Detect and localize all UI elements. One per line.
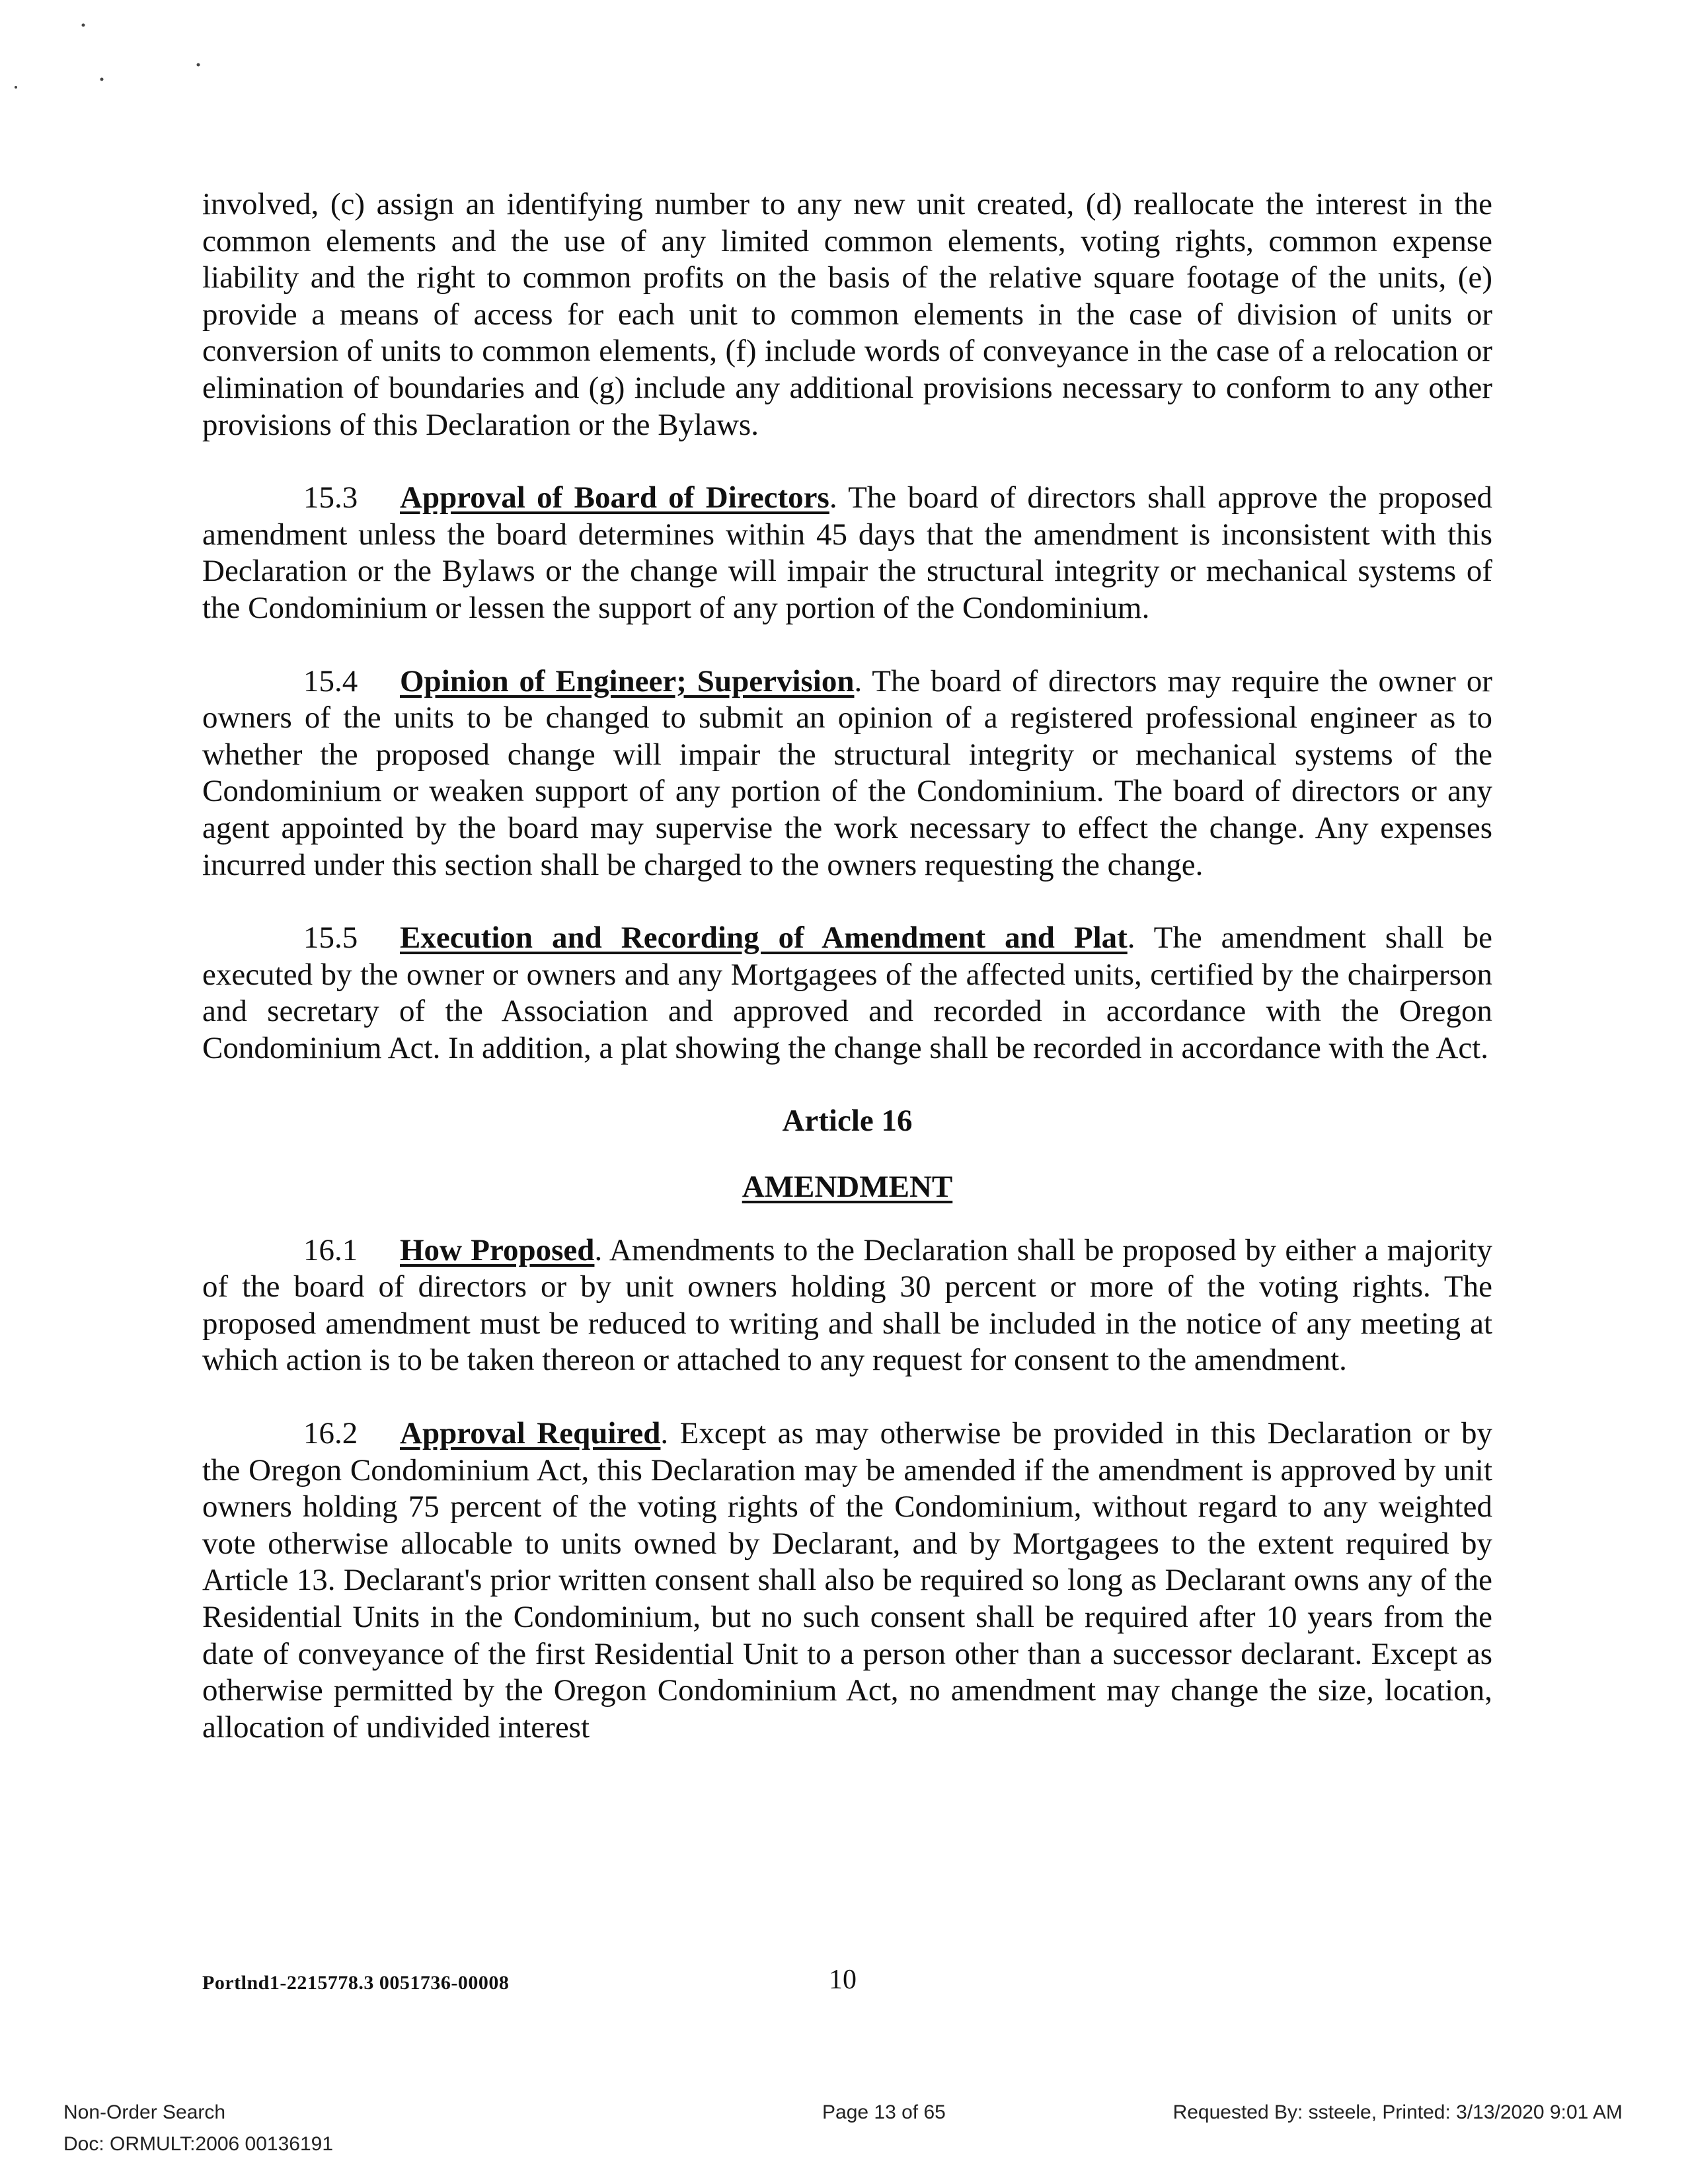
- section-text: . Except as may otherwise be provided in this Declaration or by the Oregon Condominium Act, this Declaration may be amended if the amendment is approved by unit owners holding 75 percent of the voting rights of the Condominium, without regard to any weighted vote otherwise allocable to units owned by Declarant, and by Mortgagees to the extent required by Article 13. Declarant's prior written consent shall also be required so long as Declarant owns any of the Residential Units in the Condominium, but no such consent shall be required after 10 years from the date of conveyance of the first Residential Unit to a person other than a successor declarant. Except as otherwise permitted by the Oregon Condominium Act, no amendment may change the size, location, allocation of undivided interest: [202, 1416, 1492, 1745]
- article-heading: AMENDMENT: [742, 1170, 953, 1205]
- section-heading: Opinion of Engineer; Supervision: [400, 663, 855, 698]
- section-16-1: [202, 1232, 1492, 1379]
- section-15-4: [202, 663, 1492, 884]
- section-number: 16.1: [303, 1232, 358, 1267]
- scan-speck: [197, 63, 200, 67]
- scan-specks: [0, 0, 264, 106]
- continuation-paragraph: involved, (c) assign an identifying number to any new unit created, (d) reallocate the interest in the common elements and the use of any limited common elements, voting rights, common expense liability and the right to common profits on the basis of the relative square footage of the units, (e) provide a means of access for each unit to common elements in the case of division of units or conversion of units to common elements, (f) include words of conveyance in the case of a relocation or elimination of boundaries and (g) include any additional provisions necessary to conform to any other provisions of this Declaration or the Bylaws.: [202, 187, 1492, 442]
- section-heading: Approval of Board of Directors: [400, 480, 829, 515]
- section-number: 15.4: [303, 663, 358, 698]
- document-reference: Portlnd1-2215778.3 0051736-00008: [202, 1972, 510, 1994]
- section-number: 15.3: [303, 480, 358, 515]
- scan-speck: [82, 24, 85, 27]
- section-heading: Approval Required: [400, 1416, 661, 1451]
- document-body: [202, 186, 1492, 1782]
- footer-requested-by: Requested By: ssteele, Printed: 3/13/2020 9:01 AM: [1172, 2101, 1623, 2123]
- section-number: 16.2: [303, 1416, 358, 1451]
- section-text: . The board of directors shall approve the proposed amendment unless the board determines within 45 days that the amendment is inconsistent with this Declaration or the Bylaws or the change will impair the structural integrity or mechanical systems of the Condominium or lessen the support of any portion of the Condominium.: [202, 480, 1492, 625]
- section-heading: Execution and Recording of Amendment and Plat: [400, 921, 1128, 956]
- footer-page-count: Page 13 of 65: [822, 2101, 946, 2123]
- section-text: . Amendments to the Declaration shall be proposed by either a majority of the board of directors or by unit owners holding 30 percent or more of the voting rights. The proposed amendment must be reduced to writing and shall be included in the notice of any meeting at which action is to be taken thereon or attached to any request for consent to the amendment.: [202, 1232, 1493, 1378]
- scan-speck: [100, 78, 104, 81]
- footer-doc-id: Doc: ORMULT:2006 00136191: [63, 2133, 334, 2155]
- section-number: 15.5: [303, 921, 358, 956]
- section-heading: How Proposed: [400, 1232, 595, 1267]
- article-title: Article 16: [782, 1104, 913, 1139]
- page-number: 10: [829, 1965, 857, 1995]
- section-16-2: [202, 1415, 1492, 1746]
- section-text: . The board of directors may require the owner or owners of the units to be changed to submit an opinion of a registered professional engineer as to whether the proposed change will impair the structural integrity or mechanical systems of the Condominium or weaken support of any portion of the Condominium. The board of directors or any agent appointed by the board may supervise the work necessary to effect the change. Any expenses incurred under this section shall be charged to the owners requesting the change.: [202, 663, 1492, 882]
- scan-speck: [15, 86, 17, 89]
- section-15-3: [202, 480, 1492, 626]
- section-text: . The amendment shall be executed by the owner or owners and any Mortgagees of the affected units, certified by the chairperson and secretary of the Association and approved and recorded in accordance with the Oregon Condominium Act. In addition, a plat showing the change shall be recorded in accordance with the Act.: [202, 921, 1492, 1065]
- section-15-5: [202, 920, 1492, 1067]
- footer-search-type: Non-Order Search: [63, 2101, 226, 2123]
